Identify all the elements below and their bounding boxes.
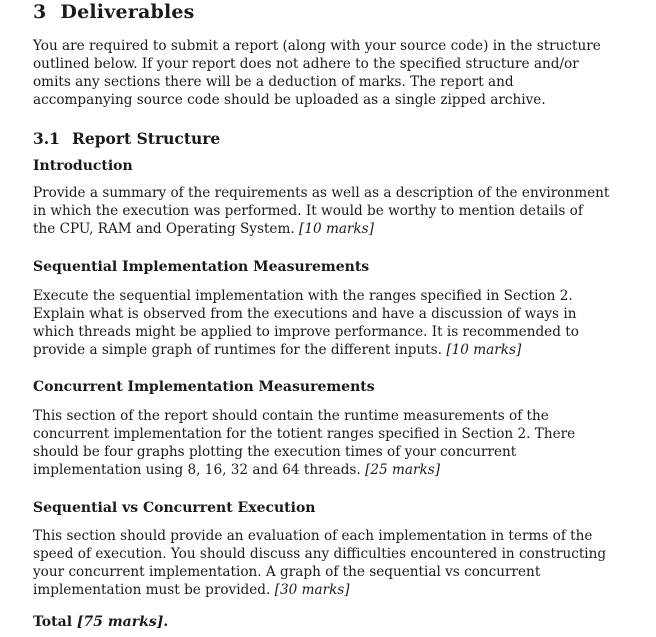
sequential-heading: Sequential Implementation Measurements <box>33 259 370 275</box>
concurrent-line-2: concurrent implementation for the totient ranges specified in Section 2. There <box>33 426 576 442</box>
comparison-line-3: your concurrent implementation. A graph of the sequential vs concurrent <box>33 564 541 580</box>
introduction-line-2: in which the execution was performed. It would be worthy to mention details of <box>33 203 583 219</box>
introduction-marks: [10 marks] <box>299 221 374 237</box>
intro-line-4: accompanying source code should be uploaded as a single zipped archive. <box>33 92 546 108</box>
concurrent-line-4-text: implementation using 8, 16, 32 and 64 threads. <box>33 462 361 478</box>
section-heading <box>33 1 195 23</box>
total-label: Total <box>33 614 73 630</box>
sequential-line-3: which threads might be applied to improve performance. It is recommended to <box>33 324 579 340</box>
subsection-title: Report Structure <box>71 129 221 148</box>
total-marks <box>33 614 168 630</box>
comparison-heading: Sequential vs Concurrent Execution <box>33 500 316 516</box>
total-marks-value: [75 marks] <box>76 614 164 630</box>
subsection-number: 3.1 <box>33 129 60 148</box>
subsection-heading <box>33 129 220 148</box>
introduction-line-1: Provide a summary of the requirements as well as a description of the environment <box>33 185 610 201</box>
sequential-marks: [10 marks] <box>446 342 522 358</box>
section-title: Deliverables <box>60 1 195 23</box>
introduction-heading: Introduction <box>33 158 133 174</box>
introduction-line-3-text: the CPU, RAM and Operating System. <box>33 221 295 237</box>
concurrent-line-1: This section of the report should contain the runtime measurements of the <box>33 408 549 424</box>
comparison-line-4 <box>33 581 350 599</box>
total-suffix: . <box>163 614 169 630</box>
concurrent-heading: Concurrent Implementation Measurements <box>33 379 375 395</box>
concurrent-line-3: should be four graphs plotting the execution times of your concurrent <box>33 444 517 460</box>
comparison-line-4-text: implementation must be provided. <box>33 582 271 598</box>
sequential-line-4-text: provide a simple graph of runtimes for the different inputs. <box>33 342 442 358</box>
introduction-line-3 <box>33 220 374 238</box>
sequential-line-4 <box>33 341 521 359</box>
comparison-line-1: This section should provide an evaluation of each implementation in terms of the <box>33 528 593 544</box>
intro-line-3: omits any sections there will be a deduction of marks. The report and <box>33 74 514 90</box>
comparison-marks: [30 marks] <box>274 582 350 598</box>
section-number: 3 <box>33 1 47 23</box>
sequential-line-1: Execute the sequential implementation with the ranges specified in Section 2. <box>33 288 573 304</box>
intro-line-1: You are required to submit a report (along with your source code) in the structure <box>33 38 601 54</box>
intro-line-2: outlined below. If your report does not adhere to the specified structure and/or <box>33 56 579 72</box>
comparison-line-2: speed of execution. You should discuss any difficulties encountered in constructing <box>33 546 607 562</box>
concurrent-marks: [25 marks] <box>365 462 440 478</box>
concurrent-line-4 <box>33 461 440 479</box>
sequential-line-2: Explain what is observed from the executions and have a discussion of ways in <box>33 306 577 322</box>
